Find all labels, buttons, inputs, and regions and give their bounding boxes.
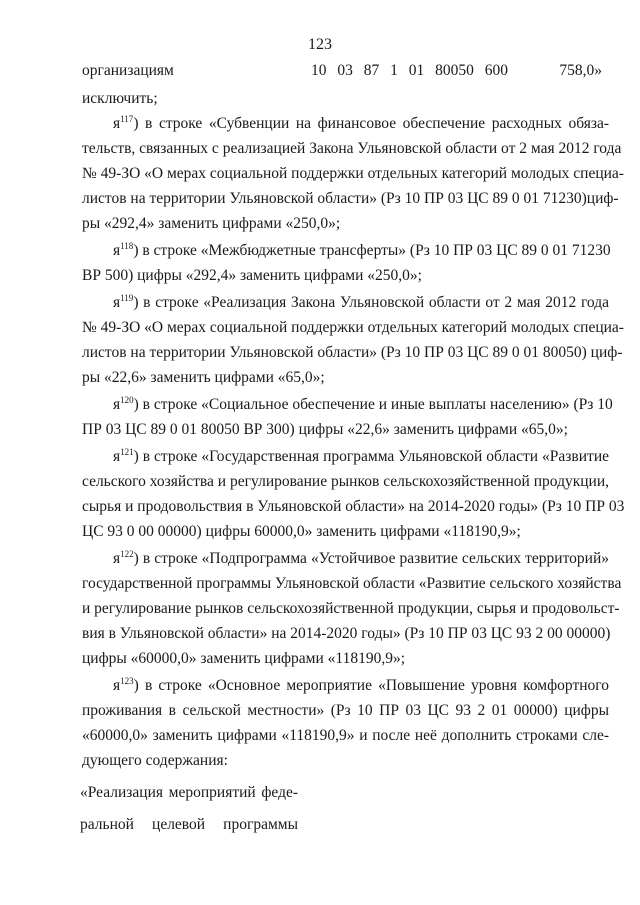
paragraph-text: ) в строке «Подпрограмма «Устойчивое развитие сельских территорий» (133, 550, 609, 567)
paragraph-first-line (113, 293, 609, 313)
table-cell-line: «Реализация мероприятий феде- (80, 784, 298, 801)
paragraph-line: тельств, связанных с реализацией Закона Ульяновской области от 2 мая 2012 года (82, 140, 622, 157)
paragraph-line: сырья и продовольствия в Ульяновской области» на 2014-2020 годы» (Рз 10 ПР 03 (82, 498, 625, 515)
exclude-text: исключить; (82, 90, 158, 107)
paragraph-text: ) в строке «Субвенции на финансовое обеспечение расходных обяза- (133, 115, 609, 132)
item-superscript: 117 (120, 113, 134, 124)
paragraph-line: листов на территории Ульяновской области» (Рз 10 ПР 03 ЦС 89 0 01 71230)циф- (82, 190, 619, 207)
table-cell-name (80, 783, 298, 835)
paragraph-first-line (113, 114, 609, 134)
item-marker: я (113, 396, 121, 413)
item-marker: я (113, 115, 121, 132)
paragraph-line: № 49-ЗО «О мерах социальной поддержки отдельных категорий молодых специа- (82, 165, 624, 182)
item-superscript: 122 (120, 548, 134, 559)
paragraph-text: ) в строке «Социальное обеспечение и иные выплаты населению» (Рз 10 (133, 396, 613, 413)
item-marker: я (113, 294, 121, 311)
paragraph-first-line (113, 241, 609, 261)
paragraph-line: № 49-ЗО «О мерах социальной поддержки отдельных категорий молодых специа- (82, 319, 624, 336)
page-number: 123 (308, 36, 332, 53)
paragraph-line: цифры «60000,0» заменить цифрами «118190,9»; (82, 650, 406, 667)
paragraph-line: сельского хозяйства и регулирование рынков сельскохозяйственной продукции, (82, 473, 609, 490)
item-marker: я (113, 448, 121, 465)
paragraph-text: ) в строке «Межбюджетные трансферты» (Рз 10 ПР 03 ЦС 89 0 01 71230 (133, 242, 611, 259)
paragraph-line: листов на территории Ульяновской области» (Рз 10 ПР 03 ЦС 89 0 01 80050) циф- (82, 344, 623, 361)
item-superscript: 118 (120, 240, 134, 251)
item-superscript: 120 (120, 394, 134, 405)
paragraph-line: государственной программы Ульяновской области «Развитие сельского хозяйства (82, 575, 622, 592)
paragraph-first-line (113, 394, 613, 415)
paragraph-line: и регулирование рынков сельскохозяйственной продукции, сырья и продовольст- (82, 600, 620, 617)
paragraph-text: ) в строке «Государственная программа Ульяновской области «Развитие (133, 448, 609, 465)
row-value: 758,0» (559, 62, 602, 79)
paragraph-first-line (113, 676, 609, 696)
row-label: организациям (82, 62, 174, 79)
paragraph-line: вия в Ульяновской области» на 2014-2020 годы» (Рз 10 ПР 03 ЦС 93 2 00 00000) (82, 625, 611, 642)
paragraph-line: ры «292,4» заменить цифрами «250,0»; (82, 215, 341, 232)
paragraph-first-line (113, 447, 609, 467)
paragraph-text: ) в строке «Реализация Закона Ульяновской области от 2 мая 2012 года (133, 294, 609, 311)
header-table-row (82, 62, 602, 82)
paragraph-line: проживания в сельской местности» (Рз 10 ПР 03 ЦС 93 2 01 00000) цифры (82, 702, 609, 719)
paragraph-line: ВР 500) цифры «292,4» заменить цифрами «250,0»; (82, 267, 422, 284)
paragraph-line: «60000,0» заменить цифрами «118190,9» и после неё дополнить строками сле- (82, 727, 609, 744)
row-codes: 10 03 87 1 01 80050 600 (311, 62, 508, 79)
paragraph-line: дующего содержания: (82, 752, 228, 769)
item-marker: я (113, 242, 121, 259)
item-superscript: 119 (120, 292, 134, 303)
paragraph-first-line (113, 549, 609, 569)
paragraph-line: ПР 03 ЦС 89 0 01 80050 ВР 300) цифры «22,6» заменить цифрами «65,0»; (82, 421, 568, 438)
paragraph-line: ЦС 93 0 00 00000) цифры 60000,0» заменить цифрами «118190,9»; (82, 523, 521, 540)
paragraph-text: ) в строке «Основное мероприятие «Повышение уровня комфортного (133, 677, 609, 694)
paragraph-line: ры «22,6» заменить цифрами «65,0»; (82, 369, 325, 386)
item-marker: я (113, 677, 121, 694)
table-cell-line: ральной целевой программы (80, 816, 298, 833)
item-superscript: 121 (120, 446, 134, 457)
item-superscript: 123 (120, 675, 134, 686)
item-marker: я (113, 550, 121, 567)
